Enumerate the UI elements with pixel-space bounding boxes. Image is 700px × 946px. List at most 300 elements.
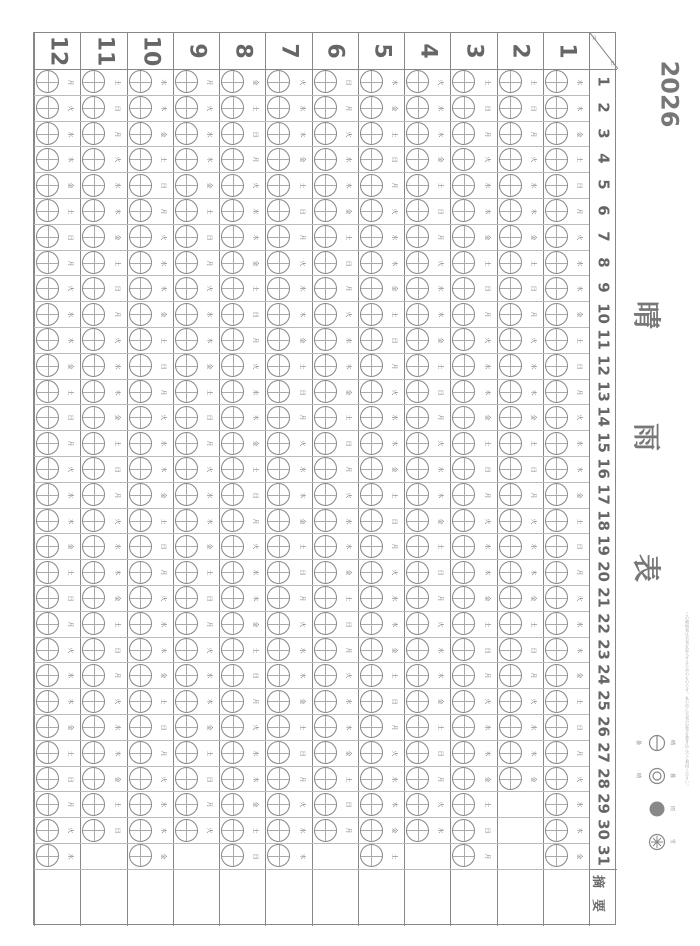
weather-circle[interactable] bbox=[82, 664, 105, 687]
weather-circle[interactable] bbox=[129, 225, 152, 248]
weather-circle[interactable] bbox=[36, 96, 59, 119]
weather-circle[interactable] bbox=[36, 561, 59, 584]
weather-circle[interactable] bbox=[36, 741, 59, 764]
weather-circle[interactable] bbox=[499, 148, 522, 171]
weather-circle[interactable] bbox=[499, 638, 522, 661]
weather-circle[interactable] bbox=[267, 741, 290, 764]
weather-circle[interactable] bbox=[267, 483, 290, 506]
weather-circle[interactable] bbox=[175, 96, 198, 119]
weather-circle[interactable] bbox=[175, 406, 198, 429]
weather-circle[interactable] bbox=[221, 122, 244, 145]
weather-circle[interactable] bbox=[545, 638, 568, 661]
weather-circle[interactable] bbox=[129, 148, 152, 171]
weather-circle[interactable] bbox=[545, 277, 568, 300]
weather-circle[interactable] bbox=[499, 277, 522, 300]
weather-circle[interactable] bbox=[267, 715, 290, 738]
weather-circle[interactable] bbox=[314, 509, 337, 532]
weather-circle[interactable] bbox=[545, 509, 568, 532]
weather-circle[interactable] bbox=[314, 612, 337, 635]
weather-circle[interactable] bbox=[499, 354, 522, 377]
weather-circle[interactable] bbox=[406, 432, 429, 455]
weather-circle[interactable] bbox=[314, 741, 337, 764]
weather-circle[interactable] bbox=[129, 819, 152, 842]
weather-circle[interactable] bbox=[360, 767, 383, 790]
weather-circle[interactable] bbox=[221, 561, 244, 584]
weather-circle[interactable] bbox=[360, 509, 383, 532]
weather-circle[interactable] bbox=[452, 767, 475, 790]
weather-circle[interactable] bbox=[360, 612, 383, 635]
weather-circle[interactable] bbox=[129, 174, 152, 197]
weather-circle[interactable] bbox=[499, 715, 522, 738]
weather-circle[interactable] bbox=[314, 303, 337, 326]
weather-circle[interactable] bbox=[36, 432, 59, 455]
weather-circle[interactable] bbox=[360, 741, 383, 764]
weather-circle[interactable] bbox=[175, 819, 198, 842]
weather-circle[interactable] bbox=[499, 664, 522, 687]
weather-circle[interactable] bbox=[221, 406, 244, 429]
weather-circle[interactable] bbox=[36, 612, 59, 635]
weather-circle[interactable] bbox=[452, 535, 475, 558]
weather-circle[interactable] bbox=[406, 793, 429, 816]
weather-circle[interactable] bbox=[82, 148, 105, 171]
weather-circle[interactable] bbox=[545, 303, 568, 326]
weather-circle[interactable] bbox=[175, 70, 198, 93]
weather-circle[interactable] bbox=[82, 96, 105, 119]
weather-circle[interactable] bbox=[36, 535, 59, 558]
weather-circle[interactable] bbox=[314, 199, 337, 222]
weather-circle[interactable] bbox=[129, 586, 152, 609]
weather-circle[interactable] bbox=[175, 741, 198, 764]
weather-circle[interactable] bbox=[406, 303, 429, 326]
weather-circle[interactable] bbox=[545, 174, 568, 197]
weather-circle[interactable] bbox=[499, 612, 522, 635]
weather-circle[interactable] bbox=[129, 96, 152, 119]
weather-circle[interactable] bbox=[545, 225, 568, 248]
weather-circle[interactable] bbox=[545, 380, 568, 403]
weather-circle[interactable] bbox=[175, 457, 198, 480]
weather-circle[interactable] bbox=[314, 690, 337, 713]
weather-circle[interactable] bbox=[129, 690, 152, 713]
weather-circle[interactable] bbox=[267, 174, 290, 197]
weather-circle[interactable] bbox=[36, 406, 59, 429]
weather-circle[interactable] bbox=[82, 277, 105, 300]
weather-circle[interactable] bbox=[406, 225, 429, 248]
weather-circle[interactable] bbox=[221, 819, 244, 842]
weather-circle[interactable] bbox=[406, 457, 429, 480]
weather-circle[interactable] bbox=[545, 354, 568, 377]
weather-circle[interactable] bbox=[221, 70, 244, 93]
weather-circle[interactable] bbox=[175, 638, 198, 661]
weather-circle[interactable] bbox=[452, 457, 475, 480]
weather-circle[interactable] bbox=[129, 535, 152, 558]
weather-circle[interactable] bbox=[82, 561, 105, 584]
weather-circle[interactable] bbox=[499, 690, 522, 713]
weather-circle[interactable] bbox=[221, 509, 244, 532]
weather-circle[interactable] bbox=[406, 70, 429, 93]
weather-circle[interactable] bbox=[221, 251, 244, 274]
weather-circle[interactable] bbox=[129, 767, 152, 790]
weather-circle[interactable] bbox=[175, 148, 198, 171]
weather-circle[interactable] bbox=[82, 251, 105, 274]
weather-circle[interactable] bbox=[360, 354, 383, 377]
weather-circle[interactable] bbox=[406, 509, 429, 532]
weather-circle[interactable] bbox=[499, 509, 522, 532]
weather-circle[interactable] bbox=[221, 715, 244, 738]
weather-circle[interactable] bbox=[406, 251, 429, 274]
weather-circle[interactable] bbox=[360, 664, 383, 687]
weather-circle[interactable] bbox=[406, 380, 429, 403]
weather-circle[interactable] bbox=[221, 354, 244, 377]
weather-circle[interactable] bbox=[360, 96, 383, 119]
weather-circle[interactable] bbox=[406, 715, 429, 738]
weather-circle[interactable] bbox=[360, 432, 383, 455]
weather-circle[interactable] bbox=[360, 457, 383, 480]
weather-circle[interactable] bbox=[406, 199, 429, 222]
weather-circle[interactable] bbox=[82, 509, 105, 532]
weather-circle[interactable] bbox=[545, 96, 568, 119]
weather-circle[interactable] bbox=[267, 354, 290, 377]
weather-circle[interactable] bbox=[129, 303, 152, 326]
weather-circle[interactable] bbox=[82, 380, 105, 403]
weather-circle[interactable] bbox=[221, 535, 244, 558]
weather-circle[interactable] bbox=[221, 277, 244, 300]
weather-circle[interactable] bbox=[82, 122, 105, 145]
weather-circle[interactable] bbox=[499, 199, 522, 222]
weather-circle[interactable] bbox=[36, 303, 59, 326]
weather-circle[interactable] bbox=[545, 767, 568, 790]
weather-circle[interactable] bbox=[36, 690, 59, 713]
weather-circle[interactable] bbox=[314, 535, 337, 558]
weather-circle[interactable] bbox=[406, 122, 429, 145]
weather-circle[interactable] bbox=[545, 819, 568, 842]
weather-circle[interactable] bbox=[545, 432, 568, 455]
weather-circle[interactable] bbox=[82, 793, 105, 816]
weather-circle[interactable] bbox=[452, 225, 475, 248]
weather-circle[interactable] bbox=[499, 561, 522, 584]
weather-circle[interactable] bbox=[406, 96, 429, 119]
weather-circle[interactable] bbox=[175, 251, 198, 274]
weather-circle[interactable] bbox=[82, 483, 105, 506]
weather-circle[interactable] bbox=[175, 509, 198, 532]
weather-circle[interactable] bbox=[267, 638, 290, 661]
weather-circle[interactable] bbox=[499, 432, 522, 455]
weather-circle[interactable] bbox=[36, 844, 59, 867]
weather-circle[interactable] bbox=[129, 199, 152, 222]
weather-circle[interactable] bbox=[267, 277, 290, 300]
weather-circle[interactable] bbox=[175, 328, 198, 351]
weather-circle[interactable] bbox=[452, 70, 475, 93]
weather-circle[interactable] bbox=[314, 483, 337, 506]
weather-circle[interactable] bbox=[36, 483, 59, 506]
weather-circle[interactable] bbox=[452, 844, 475, 867]
weather-circle[interactable] bbox=[221, 586, 244, 609]
weather-circle[interactable] bbox=[499, 251, 522, 274]
weather-circle[interactable] bbox=[129, 561, 152, 584]
weather-circle[interactable] bbox=[545, 70, 568, 93]
weather-circle[interactable] bbox=[360, 303, 383, 326]
weather-circle[interactable] bbox=[545, 690, 568, 713]
weather-circle[interactable] bbox=[545, 741, 568, 764]
weather-circle[interactable] bbox=[545, 251, 568, 274]
weather-circle[interactable] bbox=[406, 148, 429, 171]
weather-circle[interactable] bbox=[82, 70, 105, 93]
weather-circle[interactable] bbox=[221, 844, 244, 867]
weather-circle[interactable] bbox=[221, 741, 244, 764]
weather-circle[interactable] bbox=[360, 328, 383, 351]
weather-circle[interactable] bbox=[175, 199, 198, 222]
weather-circle[interactable] bbox=[545, 199, 568, 222]
weather-circle[interactable] bbox=[129, 380, 152, 403]
weather-circle[interactable] bbox=[221, 380, 244, 403]
weather-circle[interactable] bbox=[175, 690, 198, 713]
weather-circle[interactable] bbox=[267, 535, 290, 558]
weather-circle[interactable] bbox=[452, 96, 475, 119]
weather-circle[interactable] bbox=[221, 767, 244, 790]
weather-circle[interactable] bbox=[129, 406, 152, 429]
weather-circle[interactable] bbox=[499, 174, 522, 197]
weather-circle[interactable] bbox=[175, 715, 198, 738]
weather-circle[interactable] bbox=[406, 586, 429, 609]
weather-circle[interactable] bbox=[221, 303, 244, 326]
weather-circle[interactable] bbox=[221, 690, 244, 713]
weather-circle[interactable] bbox=[267, 251, 290, 274]
weather-circle[interactable] bbox=[129, 251, 152, 274]
weather-circle[interactable] bbox=[267, 328, 290, 351]
weather-circle[interactable] bbox=[314, 432, 337, 455]
weather-circle[interactable] bbox=[267, 664, 290, 687]
weather-circle[interactable] bbox=[360, 225, 383, 248]
weather-circle[interactable] bbox=[545, 406, 568, 429]
weather-circle[interactable] bbox=[406, 664, 429, 687]
weather-circle[interactable] bbox=[314, 225, 337, 248]
weather-circle[interactable] bbox=[545, 664, 568, 687]
weather-circle[interactable] bbox=[221, 199, 244, 222]
weather-circle[interactable] bbox=[406, 277, 429, 300]
weather-circle[interactable] bbox=[175, 225, 198, 248]
weather-circle[interactable] bbox=[129, 70, 152, 93]
weather-circle[interactable] bbox=[36, 638, 59, 661]
weather-circle[interactable] bbox=[36, 457, 59, 480]
weather-circle[interactable] bbox=[452, 586, 475, 609]
weather-circle[interactable] bbox=[129, 354, 152, 377]
weather-circle[interactable] bbox=[267, 432, 290, 455]
weather-circle[interactable] bbox=[545, 148, 568, 171]
weather-circle[interactable] bbox=[267, 586, 290, 609]
weather-circle[interactable] bbox=[36, 380, 59, 403]
weather-circle[interactable] bbox=[360, 148, 383, 171]
weather-circle[interactable] bbox=[36, 148, 59, 171]
weather-circle[interactable] bbox=[406, 535, 429, 558]
weather-circle[interactable] bbox=[267, 225, 290, 248]
weather-circle[interactable] bbox=[129, 457, 152, 480]
weather-circle[interactable] bbox=[452, 509, 475, 532]
weather-circle[interactable] bbox=[267, 793, 290, 816]
weather-circle[interactable] bbox=[175, 586, 198, 609]
weather-circle[interactable] bbox=[82, 354, 105, 377]
weather-circle[interactable] bbox=[129, 328, 152, 351]
weather-circle[interactable] bbox=[82, 819, 105, 842]
weather-circle[interactable] bbox=[267, 380, 290, 403]
weather-circle[interactable] bbox=[221, 96, 244, 119]
weather-circle[interactable] bbox=[545, 122, 568, 145]
weather-circle[interactable] bbox=[267, 509, 290, 532]
weather-circle[interactable] bbox=[221, 225, 244, 248]
weather-circle[interactable] bbox=[36, 509, 59, 532]
weather-circle[interactable] bbox=[499, 457, 522, 480]
weather-circle[interactable] bbox=[360, 793, 383, 816]
weather-circle[interactable] bbox=[406, 819, 429, 842]
weather-circle[interactable] bbox=[36, 277, 59, 300]
weather-circle[interactable] bbox=[36, 715, 59, 738]
weather-circle[interactable] bbox=[360, 844, 383, 867]
weather-circle[interactable] bbox=[360, 483, 383, 506]
weather-circle[interactable] bbox=[267, 561, 290, 584]
weather-circle[interactable] bbox=[452, 819, 475, 842]
weather-circle[interactable] bbox=[82, 225, 105, 248]
weather-circle[interactable] bbox=[545, 612, 568, 635]
weather-circle[interactable] bbox=[360, 122, 383, 145]
weather-circle[interactable] bbox=[82, 457, 105, 480]
weather-circle[interactable] bbox=[221, 328, 244, 351]
weather-circle[interactable] bbox=[314, 380, 337, 403]
weather-circle[interactable] bbox=[314, 664, 337, 687]
weather-circle[interactable] bbox=[452, 251, 475, 274]
weather-circle[interactable] bbox=[360, 380, 383, 403]
weather-circle[interactable] bbox=[360, 535, 383, 558]
weather-circle[interactable] bbox=[175, 380, 198, 403]
weather-circle[interactable] bbox=[82, 303, 105, 326]
weather-circle[interactable] bbox=[221, 793, 244, 816]
weather-circle[interactable] bbox=[175, 303, 198, 326]
weather-circle[interactable] bbox=[82, 612, 105, 635]
weather-circle[interactable] bbox=[129, 509, 152, 532]
weather-circle[interactable] bbox=[545, 844, 568, 867]
weather-circle[interactable] bbox=[314, 122, 337, 145]
weather-circle[interactable] bbox=[545, 457, 568, 480]
weather-circle[interactable] bbox=[129, 432, 152, 455]
weather-circle[interactable] bbox=[267, 819, 290, 842]
weather-circle[interactable] bbox=[175, 793, 198, 816]
weather-circle[interactable] bbox=[314, 70, 337, 93]
weather-circle[interactable] bbox=[267, 844, 290, 867]
weather-circle[interactable] bbox=[452, 638, 475, 661]
weather-circle[interactable] bbox=[360, 586, 383, 609]
weather-circle[interactable] bbox=[499, 586, 522, 609]
weather-circle[interactable] bbox=[314, 586, 337, 609]
weather-circle[interactable] bbox=[82, 328, 105, 351]
weather-circle[interactable] bbox=[36, 122, 59, 145]
weather-circle[interactable] bbox=[267, 303, 290, 326]
weather-circle[interactable] bbox=[360, 174, 383, 197]
weather-circle[interactable] bbox=[82, 715, 105, 738]
weather-circle[interactable] bbox=[314, 174, 337, 197]
weather-circle[interactable] bbox=[452, 328, 475, 351]
weather-circle[interactable] bbox=[175, 174, 198, 197]
weather-circle[interactable] bbox=[360, 638, 383, 661]
weather-circle[interactable] bbox=[452, 664, 475, 687]
weather-circle[interactable] bbox=[314, 561, 337, 584]
weather-circle[interactable] bbox=[406, 690, 429, 713]
weather-circle[interactable] bbox=[175, 561, 198, 584]
weather-circle[interactable] bbox=[406, 612, 429, 635]
weather-circle[interactable] bbox=[221, 148, 244, 171]
weather-circle[interactable] bbox=[314, 793, 337, 816]
weather-circle[interactable] bbox=[499, 303, 522, 326]
weather-circle[interactable] bbox=[452, 406, 475, 429]
weather-circle[interactable] bbox=[360, 819, 383, 842]
weather-circle[interactable] bbox=[36, 793, 59, 816]
weather-circle[interactable] bbox=[267, 96, 290, 119]
weather-circle[interactable] bbox=[452, 715, 475, 738]
weather-circle[interactable] bbox=[406, 483, 429, 506]
weather-circle[interactable] bbox=[406, 174, 429, 197]
weather-circle[interactable] bbox=[545, 328, 568, 351]
weather-circle[interactable] bbox=[267, 406, 290, 429]
weather-circle[interactable] bbox=[360, 70, 383, 93]
weather-circle[interactable] bbox=[314, 715, 337, 738]
weather-circle[interactable] bbox=[360, 277, 383, 300]
weather-circle[interactable] bbox=[406, 741, 429, 764]
weather-circle[interactable] bbox=[545, 535, 568, 558]
weather-circle[interactable] bbox=[82, 432, 105, 455]
weather-circle[interactable] bbox=[545, 586, 568, 609]
weather-circle[interactable] bbox=[267, 612, 290, 635]
weather-circle[interactable] bbox=[175, 535, 198, 558]
weather-circle[interactable] bbox=[360, 406, 383, 429]
weather-circle[interactable] bbox=[36, 328, 59, 351]
weather-circle[interactable] bbox=[545, 483, 568, 506]
weather-circle[interactable] bbox=[129, 122, 152, 145]
weather-circle[interactable] bbox=[314, 767, 337, 790]
weather-circle[interactable] bbox=[36, 664, 59, 687]
weather-circle[interactable] bbox=[221, 483, 244, 506]
weather-circle[interactable] bbox=[129, 715, 152, 738]
weather-circle[interactable] bbox=[82, 199, 105, 222]
weather-circle[interactable] bbox=[175, 767, 198, 790]
weather-circle[interactable] bbox=[314, 96, 337, 119]
weather-circle[interactable] bbox=[360, 690, 383, 713]
weather-circle[interactable] bbox=[129, 793, 152, 816]
weather-circle[interactable] bbox=[452, 380, 475, 403]
weather-circle[interactable] bbox=[82, 741, 105, 764]
weather-circle[interactable] bbox=[545, 561, 568, 584]
weather-circle[interactable] bbox=[175, 664, 198, 687]
weather-circle[interactable] bbox=[499, 70, 522, 93]
weather-circle[interactable] bbox=[267, 70, 290, 93]
weather-circle[interactable] bbox=[360, 715, 383, 738]
weather-circle[interactable] bbox=[406, 561, 429, 584]
weather-circle[interactable] bbox=[36, 251, 59, 274]
weather-circle[interactable] bbox=[452, 483, 475, 506]
weather-circle[interactable] bbox=[314, 819, 337, 842]
weather-circle[interactable] bbox=[129, 277, 152, 300]
weather-circle[interactable] bbox=[499, 380, 522, 403]
weather-circle[interactable] bbox=[314, 354, 337, 377]
weather-circle[interactable] bbox=[314, 406, 337, 429]
weather-circle[interactable] bbox=[175, 432, 198, 455]
weather-circle[interactable] bbox=[129, 844, 152, 867]
weather-circle[interactable] bbox=[129, 612, 152, 635]
weather-circle[interactable] bbox=[499, 406, 522, 429]
weather-circle[interactable] bbox=[499, 767, 522, 790]
weather-circle[interactable] bbox=[36, 225, 59, 248]
weather-circle[interactable] bbox=[452, 199, 475, 222]
weather-circle[interactable] bbox=[175, 483, 198, 506]
weather-circle[interactable] bbox=[129, 483, 152, 506]
weather-circle[interactable] bbox=[82, 535, 105, 558]
weather-circle[interactable] bbox=[267, 148, 290, 171]
weather-circle[interactable] bbox=[452, 612, 475, 635]
